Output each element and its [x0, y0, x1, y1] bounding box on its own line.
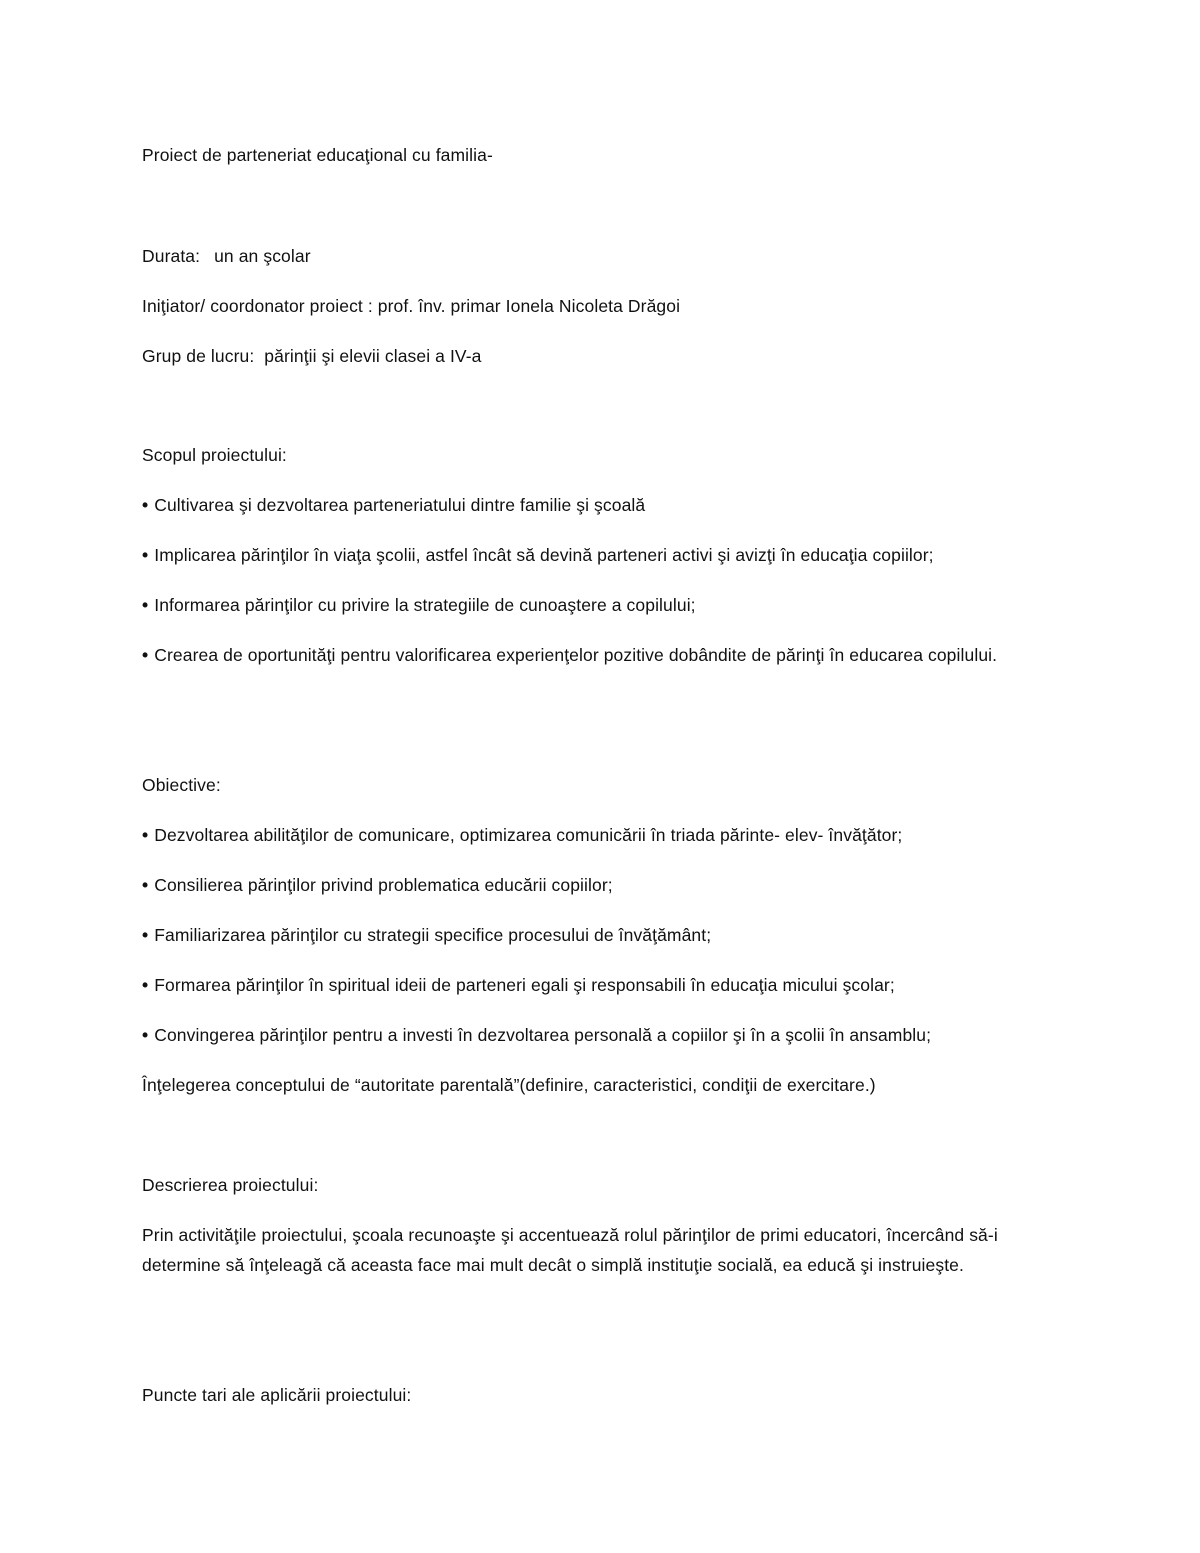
bullet-icon: •	[142, 875, 149, 895]
duration-line	[142, 241, 311, 271]
objective-item	[142, 920, 711, 950]
scope-heading: Scopul proiectului:	[142, 445, 287, 465]
description-heading: Descrierea proiectului:	[142, 1175, 319, 1195]
bullet-icon: •	[142, 1025, 149, 1045]
initiator-line: Iniţiator/ coordonator proiect : prof. înv. primar Ionela Nicoleta Drăgoi	[142, 296, 681, 316]
description-text: Prin activităţile proiectului, şcoala recunoaşte şi accentuează rolul părinţilor de primi educatori, încercând să-i determine să înţeleagă că aceasta face mai mult decât o simplă instituţie socială, ea educă şi instruieşte.	[142, 1225, 998, 1275]
scope-item-text: Informarea părinţilor cu privire la strategiile de cunoaştere a copilului;	[154, 595, 696, 615]
group-value: părinţii şi elevii clasei a IV-a	[264, 346, 482, 366]
bullet-icon: •	[142, 925, 149, 945]
strengths-heading: Puncte tari ale aplicării proiectului:	[142, 1385, 412, 1405]
scope-item-text: Crearea de oportunităţi pentru valorificarea experienţelor pozitive dobândite de părinţi în educarea copilului.	[154, 645, 998, 665]
group-line	[142, 341, 481, 371]
objectives-heading: Obiective:	[142, 775, 221, 795]
scope-item-text: Implicarea părinţilor în viaţa şcolii, astfel încât să devină parteneri activi şi avizţi în educaţia copiilor;	[154, 545, 934, 565]
bullet-icon: •	[142, 645, 149, 665]
document-page	[142, 0, 1062, 1553]
bullet-icon: •	[142, 975, 149, 995]
scope-item	[142, 540, 934, 570]
group-label: Grup de lucru:	[142, 346, 255, 366]
scope-item	[142, 640, 1062, 670]
objective-item-text: Consilierea părinţilor privind problematica educării copiilor;	[154, 875, 613, 895]
objective-item-text: Dezvoltarea abilităţilor de comunicare, optimizarea comunicării în triada părinte- elev- învăţător;	[154, 825, 903, 845]
bullet-icon: •	[142, 495, 149, 515]
scope-item	[142, 490, 645, 520]
scope-item	[142, 590, 696, 620]
objective-item-text: Convingerea părinţilor pentru a investi în dezvoltarea personală a copiilor şi în a şcolii în ansamblu;	[154, 1025, 932, 1045]
objective-item	[142, 870, 613, 900]
bullet-icon: •	[142, 825, 149, 845]
duration-label: Durata:	[142, 246, 201, 266]
objective-item	[142, 820, 902, 850]
document-title: Proiect de parteneriat educaţional cu familia-	[142, 145, 493, 165]
duration-value: un an şcolar	[214, 246, 311, 266]
bullet-icon: •	[142, 595, 149, 615]
objective-item	[142, 970, 895, 1000]
bullet-icon: •	[142, 545, 149, 565]
scope-item-text: Cultivarea şi dezvoltarea parteneriatului dintre familie şi şcoală	[154, 495, 646, 515]
objective-item	[142, 1020, 931, 1050]
objective-item-text: Familiarizarea părinţilor cu strategii specifice procesului de învăţământ;	[154, 925, 712, 945]
objective-item-text: Formarea părinţilor în spiritual ideii de parteneri egali şi responsabili în educaţia micului şcolar;	[154, 975, 895, 995]
objectives-extra: Înţelegerea conceptului de “autoritate parentală”(definire, caracteristici, condiţii de exercitare.)	[142, 1075, 876, 1095]
